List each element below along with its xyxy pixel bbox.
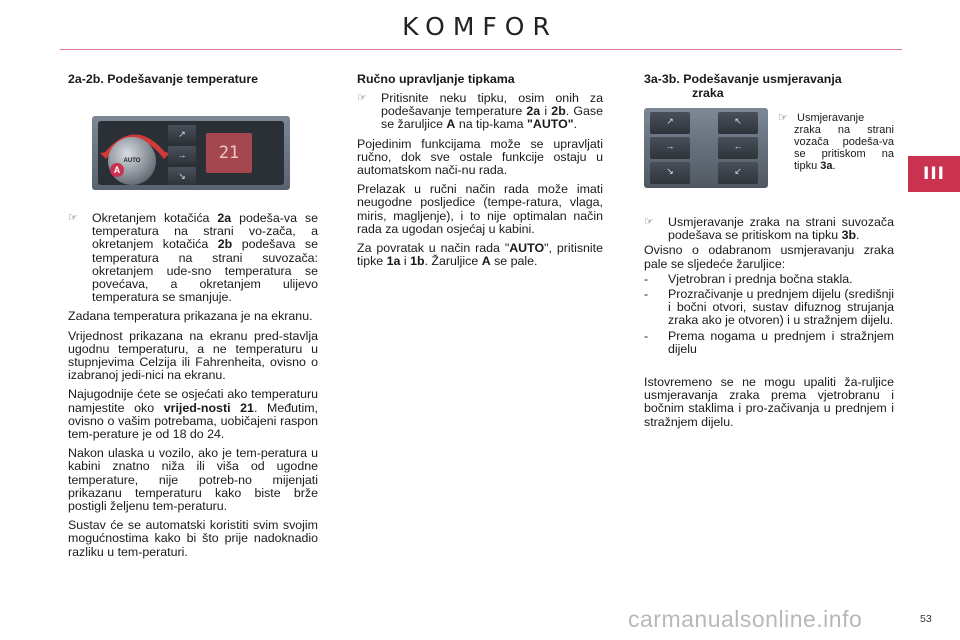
paragraph: Za povratak u način rada "AUTO", pritisnite tipke 1a i 1b. Žaruljice A se pale. [357, 241, 603, 269]
paragraph: Zadana temperatura prikazana je na ekranu. [68, 309, 313, 324]
airflow-feet-icon: ↙ [718, 162, 758, 184]
paragraph: Pojedinim funkcijama može se upravljati ručno, dok sve ostale funkcije ostaju u automatskom nači-nu rada. [357, 136, 603, 178]
button-column-left [168, 125, 196, 188]
watermark: carmanualsonline.info [628, 606, 863, 632]
pointer-icon: ☞ [778, 112, 788, 124]
pointer-icon: ☞ [68, 212, 78, 224]
paragraph: Najugodnije ćete se osjećati ako temperaturu namjestite oko vrijed-nosti 21. Međutim, ovisno o vašim potrebama, uobičajeni raspon tem-perature je od 18 do 24. [68, 387, 318, 442]
paragraph: Ovisno o odabranom usmjeravanju zraka pale se sljedeće žaruljice: [644, 243, 894, 271]
airflow-feet-icon: ↘ [168, 167, 196, 185]
airflow-windscreen-icon: ↖ [718, 112, 758, 134]
list-item: - Vjetrobran i prednja bočna stakla. [644, 271, 853, 286]
airflow-windscreen-icon: ↗ [168, 125, 196, 143]
column-temperature [68, 72, 318, 559]
paragraph: Sustav će se automatski koristiti svim svojim mogućnostima kako bi što prije nadoknadio razliku u tem-peraturi. [68, 518, 318, 559]
marker-a-badge: A [110, 163, 124, 177]
section-heading-air-distribution: 3a-3b. Podešavanje usmjeravanja zraka [644, 72, 842, 100]
airflow-face-icon: → [650, 137, 690, 159]
paragraph: Vrijednost prikazana na ekranu pred-stavlja ugodnu temperaturu, a ne temperaturu u stupnjevima Celzija ili Fahrenheita, ovisno o izabranoj jedi-nici na ekranu. [68, 328, 318, 383]
airflow-face-icon: ← [718, 137, 758, 159]
airflow-face-icon: → [168, 146, 196, 164]
airflow-feet-icon: ↘ [650, 162, 690, 184]
column-air-distribution [644, 72, 894, 429]
button-column-driver [650, 112, 690, 187]
bullet-manual: ☞ Pritisnite neku tipku, osim onih za podešavanje temperature 2a i 2b. Gase se žaruljice A na tip-kama "AUTO". [357, 91, 603, 132]
temperature-panel-figure [92, 116, 290, 190]
title-divider [60, 49, 902, 50]
airflow-windscreen-icon: ↗ [650, 112, 690, 134]
section-heading-temperature: 2a-2b. Podešavanje temperature [68, 72, 259, 86]
list-item: - Prema nogama u prednjem i stražnjem dijelu [644, 328, 894, 356]
section-heading-manual: Ručno upravljanje tipkama [357, 72, 515, 86]
pointer-icon: ☞ [357, 92, 367, 104]
auto-button-label: AUTO [123, 158, 141, 164]
chapter-tab[interactable]: III [908, 156, 960, 192]
bullet-temperature: ☞ Okretanjem kotačića 2a podeša-va se temperatura na strani vo-zača, a okretanjem kotačića 2b podešava se temperatura na strani suvozača: okretanjem ude-sno temperatura se povećava, a okretanjem ulijevo temperatura se smanjuje. [68, 211, 318, 305]
button-column-passenger [718, 112, 758, 187]
paragraph: Nakon ulaska u vozilo, ako je tem-peratura u kabini znatno niža ili viša od ugodne temperature, nije potreb-no mijenjati prikazanu temperaturu kako biste brže postigli željenu tem-peraturu. [68, 446, 318, 514]
bullet-passenger: ☞ Usmjeravanje zraka na strani suvozača podešava se pritiskom na tipku 3b. [644, 215, 894, 243]
list-item: - Prozračivanje u prednjem dijelu (središnji i bočni otvori, sustav difuznog strujanja zraka ako je otvoren) i u stražnjem dijelu. [644, 287, 894, 328]
pointer-icon: ☞ [644, 216, 654, 228]
column-manual-control [357, 72, 603, 268]
air-distribution-panel-figure [644, 108, 768, 188]
page-number: 53 [920, 613, 932, 625]
paragraph: Istovremeno se ne mogu upaliti ža-ruljice usmjeravanja zraka prema vjetrobranu i bočnim staklima i pro-začivanja u prednjem i stražnjem dijelu. [644, 375, 894, 429]
panel-face [98, 121, 284, 185]
page-title: KOMFOR [402, 12, 558, 41]
side-note-driver: ☞ Usmjeravanje zraka na strani vozača podeša-va se pritiskom na tipku 3a. [778, 112, 894, 172]
temperature-display: 21 [206, 133, 252, 173]
paragraph: Prelazak u ručni način rada može imati neugodne posljedice (tempe-ratura, vlaga, miris, magljenje), i to nije optimalan način rada za ugodan osjećaj u kabini. [357, 182, 603, 236]
